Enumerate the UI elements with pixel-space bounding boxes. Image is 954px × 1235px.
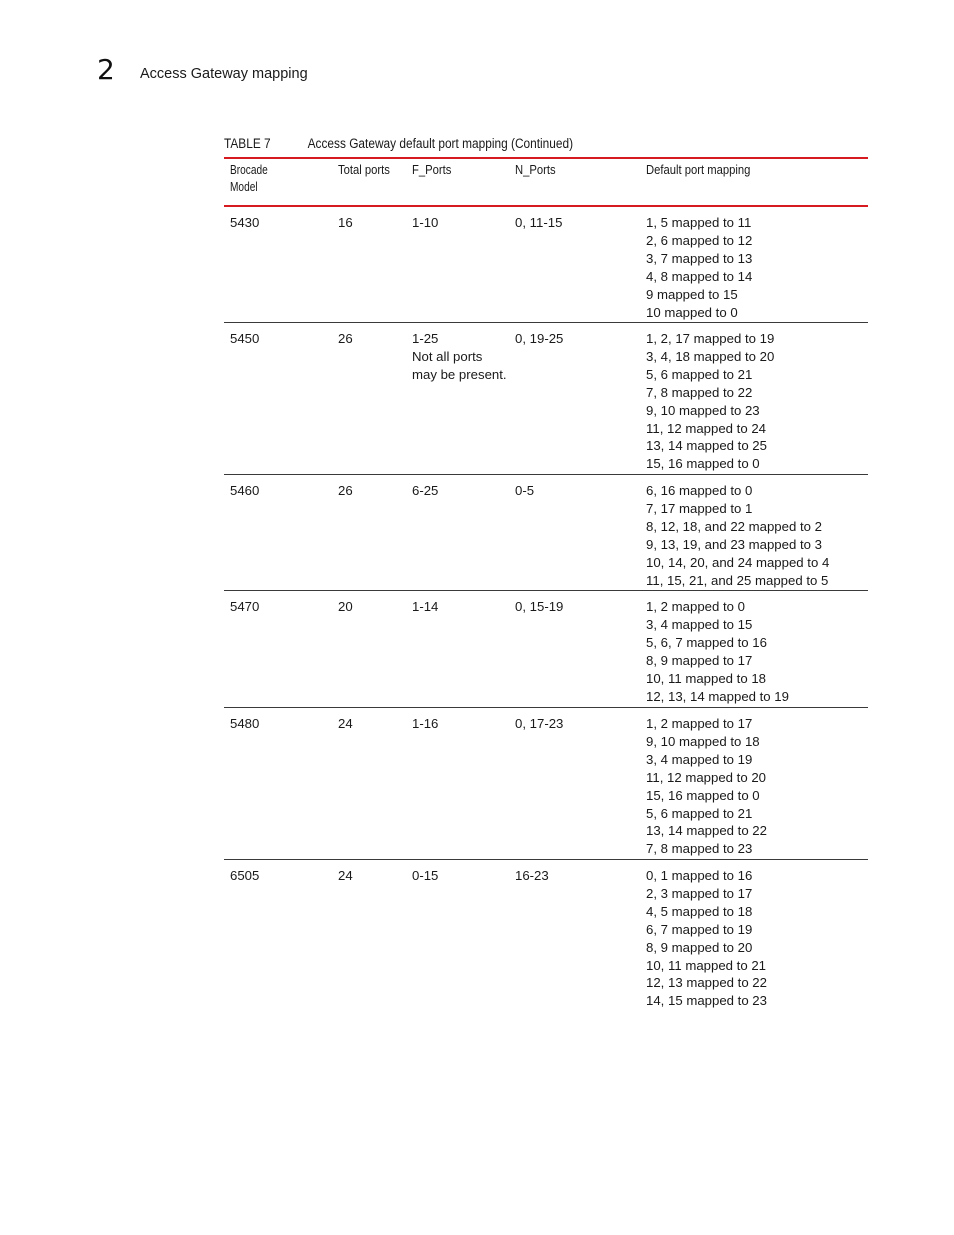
f-ports-line: 1-25	[412, 331, 439, 346]
model-cell: 5470	[230, 599, 260, 614]
mapping-line: 8, 9 mapped to 17	[646, 652, 753, 668]
model-cell: 5450	[230, 331, 260, 346]
table-row	[224, 591, 868, 708]
table-row	[224, 475, 868, 591]
total-ports-cell: 26	[338, 331, 353, 346]
f-ports-line: Not all ports	[412, 348, 483, 364]
mapping-line: 13, 14 mapped to 25	[646, 438, 767, 454]
total-ports-cell: 20	[338, 599, 353, 614]
header-brocade-model	[230, 162, 272, 196]
mapping-line: 15, 16 mapped to 0	[646, 787, 760, 803]
n-ports-cell: 0, 17-23	[515, 716, 564, 731]
mapping-line: 2, 6 mapped to 12	[646, 232, 753, 248]
f-ports-cell	[412, 482, 438, 500]
mapping-line: 9, 10 mapped to 23	[646, 402, 760, 418]
n-ports-cell: 0-5	[515, 483, 535, 498]
mapping-line: 10, 11 mapped to 18	[646, 670, 767, 686]
mapping-line: 1, 2 mapped to 0	[646, 599, 745, 614]
mapping-line: 0, 1 mapped to 16	[646, 868, 753, 883]
mapping-line: 9, 10 mapped to 18	[646, 733, 760, 749]
table-header	[224, 159, 868, 207]
mapping-line: 11, 12 mapped to 20	[646, 769, 767, 785]
f-ports-line: 1-10	[412, 215, 439, 230]
default-mapping-cell	[646, 330, 774, 473]
mapping-line: 12, 13 mapped to 22	[646, 975, 767, 991]
header-default-mapping: Default port mapping	[646, 163, 751, 177]
total-ports-cell: 24	[338, 868, 353, 883]
f-ports-cell	[412, 715, 438, 733]
mapping-line: 1, 2, 17 mapped to 19	[646, 331, 775, 346]
f-ports-cell	[412, 214, 438, 232]
table-title: Access Gateway default port mapping (Continued)	[307, 136, 574, 151]
mapping-line: 4, 8 mapped to 14	[646, 268, 753, 284]
mapping-line: 3, 4 mapped to 19	[646, 751, 753, 767]
mapping-line: 3, 4 mapped to 15	[646, 616, 753, 632]
mapping-line: 8, 12, 18, and 22 mapped to 2	[646, 518, 822, 534]
mapping-line: 4, 5 mapped to 18	[646, 903, 753, 919]
default-mapping-cell	[646, 715, 767, 858]
f-ports-line: 1-14	[412, 599, 439, 614]
mapping-line: 14, 15 mapped to 23	[646, 993, 767, 1009]
table-label: TABLE 7	[224, 136, 271, 151]
mapping-line: 3, 7 mapped to 13	[646, 250, 753, 266]
n-ports-cell: 0, 11-15	[515, 215, 563, 230]
mapping-line: 10, 14, 20, and 24 mapped to 4	[646, 554, 830, 570]
mapping-line: 10, 11 mapped to 21	[646, 957, 767, 973]
model-cell: 5460	[230, 483, 260, 498]
mapping-line: 3, 4, 18 mapped to 20	[646, 348, 775, 364]
table-body	[224, 207, 868, 1020]
f-ports-cell	[412, 867, 438, 885]
mapping-line: 1, 2 mapped to 17	[646, 716, 753, 731]
running-title: Access Gateway mapping	[140, 66, 308, 82]
mapping-line: 6, 16 mapped to 0	[646, 483, 753, 498]
total-ports-cell: 26	[338, 483, 353, 498]
mapping-line: 8, 9 mapped to 20	[646, 939, 753, 955]
mapping-line: 9, 13, 19, and 23 mapped to 3	[646, 536, 822, 552]
model-cell: 6505	[230, 868, 260, 883]
mapping-line: 5, 6, 7 mapped to 16	[646, 634, 767, 650]
model-cell: 5480	[230, 716, 260, 731]
mapping-line: 1, 5 mapped to 11	[646, 215, 752, 230]
mapping-line: 15, 16 mapped to 0	[646, 456, 760, 472]
mapping-line: 5, 6 mapped to 21	[646, 366, 753, 382]
model-cell: 5430	[230, 215, 260, 230]
mapping-line: 6, 7 mapped to 19	[646, 921, 753, 937]
default-mapping-cell	[646, 214, 752, 321]
header-model-line2: Model	[230, 180, 258, 194]
default-mapping-cell	[646, 598, 789, 705]
header-n-ports: N_Ports	[515, 163, 556, 177]
total-ports-cell: 16	[338, 215, 353, 230]
table-row	[224, 860, 868, 1020]
mapping-line: 13, 14 mapped to 22	[646, 823, 767, 839]
f-ports-line: 1-16	[412, 716, 439, 731]
table-row	[224, 207, 868, 323]
n-ports-cell: 0, 15-19	[515, 599, 564, 614]
mapping-line: 11, 15, 21, and 25 mapped to 5	[646, 572, 829, 588]
f-ports-line: may be present.	[412, 366, 507, 382]
mapping-line: 7, 8 mapped to 23	[646, 841, 753, 857]
header-total-ports: Total ports	[338, 163, 390, 177]
table-row	[224, 708, 868, 860]
total-ports-cell: 24	[338, 716, 353, 731]
table-row	[224, 323, 868, 475]
mapping-line: 5, 6 mapped to 21	[646, 805, 753, 821]
n-ports-cell: 16-23	[515, 868, 549, 883]
mapping-line: 7, 8 mapped to 22	[646, 384, 753, 400]
mapping-line: 11, 12 mapped to 24	[646, 420, 767, 436]
header-f-ports: F_Ports	[412, 163, 452, 177]
f-ports-line: 6-25	[412, 483, 439, 498]
mapping-line: 10 mapped to 0	[646, 304, 738, 320]
mapping-line: 2, 3 mapped to 17	[646, 885, 753, 901]
header-model-line1: Brocade	[230, 163, 268, 177]
f-ports-cell	[412, 330, 507, 384]
mapping-line: 12, 13, 14 mapped to 19	[646, 688, 789, 704]
default-mapping-cell	[646, 482, 829, 589]
mapping-line: 9 mapped to 15	[646, 286, 738, 302]
table-caption	[224, 134, 573, 154]
f-ports-line: 0-15	[412, 868, 439, 883]
mapping-line: 7, 17 mapped to 1	[646, 500, 753, 516]
chapter-number: 2	[97, 53, 115, 86]
n-ports-cell: 0, 19-25	[515, 331, 564, 346]
default-mapping-cell	[646, 867, 767, 1010]
port-mapping-table	[224, 157, 868, 1020]
f-ports-cell	[412, 598, 438, 616]
